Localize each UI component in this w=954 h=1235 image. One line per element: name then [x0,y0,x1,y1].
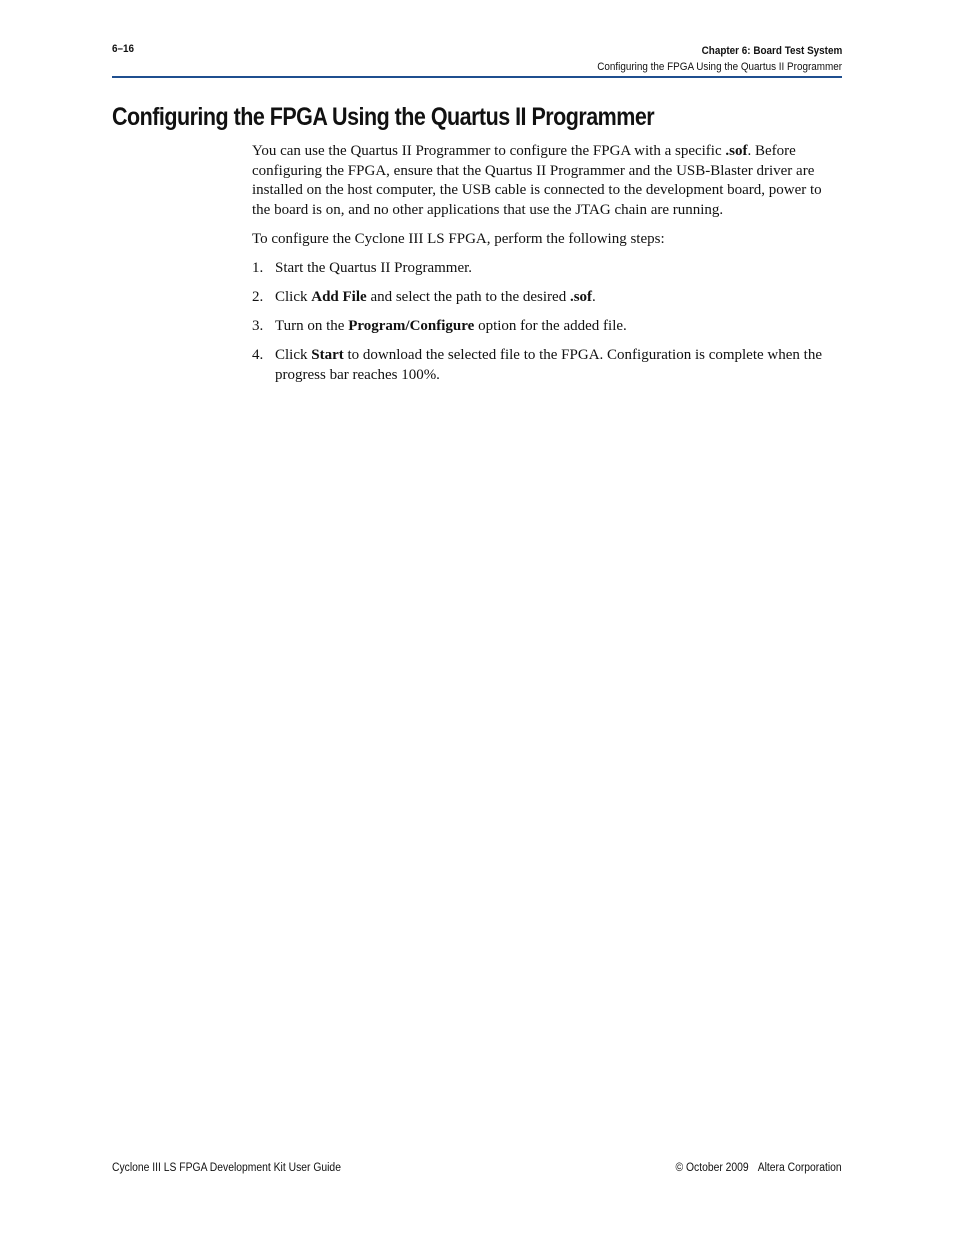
section-title: Configuring the FPGA Using the Quartus II Programmer [597,61,842,73]
header-rule [112,76,842,78]
chapter-title: Chapter 6: Board Test System [701,45,842,57]
page-title: Configuring the FPGA Using the Quartus II Programmer [112,103,655,131]
start-label: Start [311,347,344,364]
steps-intro: To configure the Cyclone III LS FPGA, perform the following steps: [252,230,665,247]
text: Turn on the [275,318,349,335]
footer-company: Altera Corporation [758,1162,842,1174]
steps-list [252,259,842,385]
list-item [252,259,842,279]
text: You can use the Quartus II Programmer to configure the FPGA with a specific [252,143,726,159]
page-number: 6–16 [112,43,135,55]
body-text [252,142,842,395]
text: and select the path to the desired [366,289,570,306]
list-item [252,317,842,337]
filetype-sof: .sof [569,289,593,306]
footer-doc-title: Cyclone III LS FPGA Development Kit User Guide [112,1162,341,1174]
add-file-label: Add File [311,289,367,306]
footer-date: © October 2009 [675,1162,750,1174]
text: . [592,289,596,306]
step-number: 4. [252,347,264,364]
text: . Before configuring the FPGA, ensure that the Quartus II Programmer and the USB-Blaster driver are installed on the host computer, the USB cable is connected to the development board, power to the board is on, and no other applications that use the JTAG chain are running. [252,143,822,218]
step-number: 2. [252,289,264,306]
program-configure-label: Program/Configure [348,318,475,335]
text: Start the Quartus II Programmer. [275,259,473,276]
text: Click [275,289,312,306]
list-item [252,346,842,385]
filetype-sof: .sof [725,143,748,159]
text: option for the added file. [474,318,627,335]
step-number: 3. [252,318,264,335]
text: to download the selected file to the FPGA. Configuration is complete when the progress bar reaches 100%. [275,347,822,383]
text: Click [275,347,312,364]
intro-paragraph [252,142,842,220]
list-item [252,288,842,308]
step-number: 1. [252,259,264,276]
running-header [570,43,842,75]
footer-right [676,1162,842,1174]
